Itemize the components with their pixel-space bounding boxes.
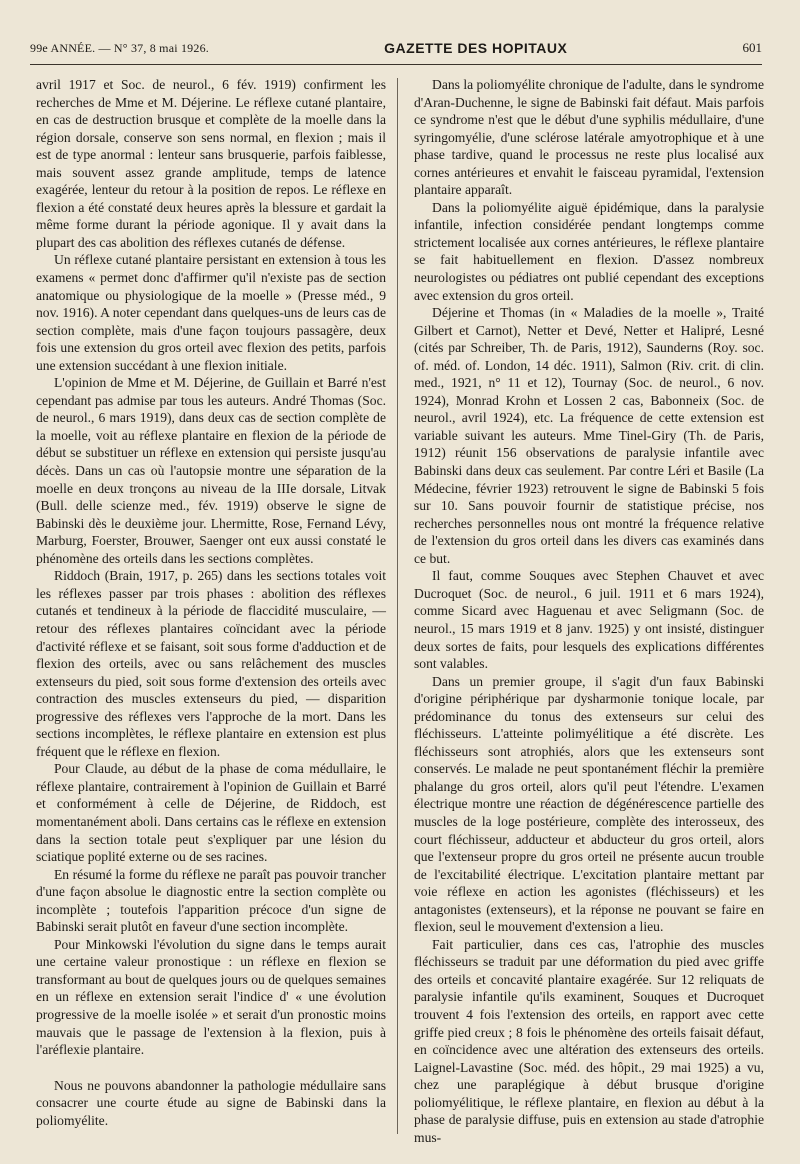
header-rule: [30, 64, 762, 65]
paragraph: avril 1917 et Soc. de neurol., 6 fév. 1919) confirment les recherches de Mme et M. Déjerine. Le réflexe cutané plantaire, en cas de destruction brusque et complète de la moelle dans la région dorsale, conserve son sens normal, en flexion ; mais il est de type anormal : lenteur sans brusquerie, parfois faiblesse, mais souvent assez grande amplitude, temps de latence exagérée, lenteur du retour à la position de repos. Le réflexe en flexion a été constaté deux heures après la blessure et gardait la même forme durant la période agonique. Il y avait dans la plupart des cas abolition des réflexes cutanés de défense.: [36, 77, 386, 250]
left-column: [36, 76, 386, 1129]
paragraph: Dans un premier groupe, il s'agit d'un faux Babinski d'origine périphérique par dysharmonie tonique locale, par prédominance du tonus des extenseurs sur celui des fléchisseurs. L'atteinte polimyélitique a été discrète. Les fléchisseurs sont atrophiés, alors que les extenseurs sont conservés. Le malade ne peut spontanément fléchir la première phalange du gros orteil, alors qu'il peut l'étendre. L'examen électrique montre une réaction de dégénérescence partielle des muscles de la loge postérieure, complète des interosseux, des court fléchisseur, adducteur et abducteur du gros orteil, alors que l'extenseur propre du gros orteil ne présente aucun trouble de l'excitabilité électrique. L'excitation plantaire mettant par voie réflexe en action les agonistes (fléchisseurs) et les antagonistes (extenseurs), et la réponse ne pouvant se faire en flexion, seul le mouvement d'extension a lieu.: [414, 673, 764, 935]
paragraph: Dans la poliomyélite chronique de l'adulte, dans le syndrome d'Aran-Duchenne, le signe de Babinski fait défaut. Mais parfois ce syndrome n'est que le début d'une syphilis médullaire, d'une syringomyélie, d'une sclérose latérale amyotrophique et à une phase tardive, quand le processus ne reste plus localisé aux cornes antérieures et envahit le faisceau pyramidal, l'extension plantaire apparaît.: [414, 77, 765, 198]
paragraph: Fait particulier, dans ces cas, l'atrophie des muscles fléchisseurs se traduit par une déformation du pied avec griffe des orteils et concavité plantaire exagérée. Sur 12 reliquats de paralysie infantile qu'ils examinent, Souques et Ducroquet trouvent 4 fois l'extension des orteils, en rapport avec cette griffe pied creux ; 8 fois le phénomène des orteils faisait défaut, en coïncidence avec une altération des extenseurs des orteils. Laignel-Lavastine (Soc. méd. des hôpit., 29 mai 1925) a vu, chez une paraplégique à début brusque d'origine poliomyélitique, le réflexe plantaire, en flexion au début à la phase de paralysie diffuse, puis en extension au stade d'atrophie mus-: [414, 936, 764, 1145]
paragraph: Pour Minkowski l'évolution du signe dans le temps aurait une certaine valeur pronostique : un réflexe en flexion se transformant au bout de quelques jours ou de quelques semaines en un réflexe en extension serait l'indice d' « une évolution progressive de la moelle isolée » et serait d'un pronostic moins mauvais que le passage de l'extension à la flexion, puis à l'aréflexie plantaire.: [36, 936, 386, 1058]
paragraph: Il faut, comme Souques avec Stephen Chauvet et avec Ducroquet (Soc. de neurol., 6 juil. 1911 et 6 mars 1924), comme Sicard avec Haguenau et avec Seligmann (Soc. de neurol., 15 mars 1919 et 8 janv. 1925) y ont insisté, distinguer deux sortes de faits, pour lesquels des explications différentes sont valables.: [414, 568, 764, 672]
right-column: [414, 76, 764, 1146]
paragraph: En résumé la forme du réflexe ne paraît pas pouvoir trancher d'une façon absolue le diagnostic entre la section complète ou incomplète ; toutefois l'apparition précoce d'un signe de Babinski serait plutôt en faveur d'une section incomplète.: [36, 866, 386, 935]
running-head: [30, 36, 762, 60]
paragraph: Déjerine et Thomas (in « Maladies de la moelle », Traité Gilbert et Carnot), Netter et Devé, Netter et Halipré, Lesné (cités par Schreiber, Th. de Paris, 1912), Saunderns (Roy. soc. of. méd. of. London, 14 déc. 1911), Salmon (Riv. crit. di clin. med., 1921, n° 11 et 12), Tournay (Soc. de neurol., 6 nov. 1924), Monrad Krohn et Lossen 2 cas, Babonneix (Soc. de neurol., avril 1924), etc. La fréquence de cette extension est variable suivant les auteurs. Mme Tinel-Giry (Th. de Paris, 1912) réunit 156 observations de paralysie infantile avec Babinski dans deux cas seulement. Par contre Léri et Basile (La Médecine, février 1923) retrouvent le signe de Babinski 5 fois sur 10. Sans pouvoir fournir de statistique précise, nos recherches personnelles nous ont montré la fréquence relative de l'extension du gros orteil dans les divers cas examinés dans ce but.: [414, 305, 764, 566]
page-number: 601: [742, 40, 762, 55]
paragraph: Riddoch (Brain, 1917, p. 265) dans les sections totales voit les réflexes passer par trois phases : abolition des réflexes cutanés et tendineux à la période de flaccidité musculaire, — retour des réflexes plantaires coïncidant avec la période d'activité réflexe et se faisant, soit sous forme d'adduction et de flexion des orteils, avec ou sans relâchement des muscles extenseurs du pied, soit sous forme d'extension des orteils avec contraction des muscles extenseurs du pied, — disparition progressive des réflexes vers l'approche de la mort. Dans les sections incomplètes, le réflexe plantaire en extension est plus fréquent que le réflexe en flexion.: [36, 568, 386, 759]
column-divider: [397, 78, 398, 1134]
issue-info: 99e ANNÉE. — N° 37, 8 mai 1926.: [30, 40, 209, 55]
paragraph: L'opinion de Mme et M. Déjerine, de Guillain et Barré n'est cependant pas admise par tous les auteurs. André Thomas (Soc. de neurol., 6 mars 1919), dans deux cas de section complète de la moelle, voit au réflexe plantaire en flexion de la période de début se substituer un réflexe en extension qui persiste jusqu'au décès. Dans un cas où l'autopsie montre une séparation de la moelle en deux tronçons au niveau de la IIIe dorsale, Litvak (Bull. delle scienze med., fév. 1919) observe le signe de Babinski dès le deuxième jour. Lhermitte, Rose, Fernand Lévy, Marburg, Foerster, Brouwer, Saenger ont eux aussi constaté le phénomène des orteils dans les sections complètes.: [36, 375, 386, 566]
journal-title: GAZETTE DES HOPITAUX: [384, 40, 568, 56]
paragraph: Nous ne pouvons abandonner la pathologie médullaire sans consacrer une courte étude au signe de Babinski dans la poliomyélite.: [36, 1077, 386, 1128]
paragraph: Pour Claude, au début de la phase de coma médullaire, le réflexe plantaire, contrairement à l'opinion de Guillain et Barré et conformément à celle de Déjerine, de Riddoch, est momentanément aboli. Dans certains cas le réflexe en extension dans la section totale peut s'expliquer par une lésion du sciatique poplité externe ou de ses racines.: [36, 761, 386, 865]
paragraph: Un réflexe cutané plantaire persistant en extension à tous les examens « permet donc d'affirmer qu'il n'existe pas de section anatomique ou physiologique de la moelle » (Presse méd., 9 nov. 1916). A noter cependant dans quelques-uns de leurs cas de section complète, mais d'une façon toujours passagère, deux fois une extension du gros orteil avec flexion des petits, parfois une extension succédant à une flexion initiale.: [36, 252, 386, 373]
paragraph: Dans la poliomyélite aiguë épidémique, dans la paralysie infantile, infection considérée pendant longtemps comme strictement localisée aux cornes antérieures, le réflexe plantaire se fait habituellement en flexion. D'assez nombreux neurologistes ou pédiatres ont publié cependant des exceptions avec extension du gros orteil.: [414, 199, 764, 303]
